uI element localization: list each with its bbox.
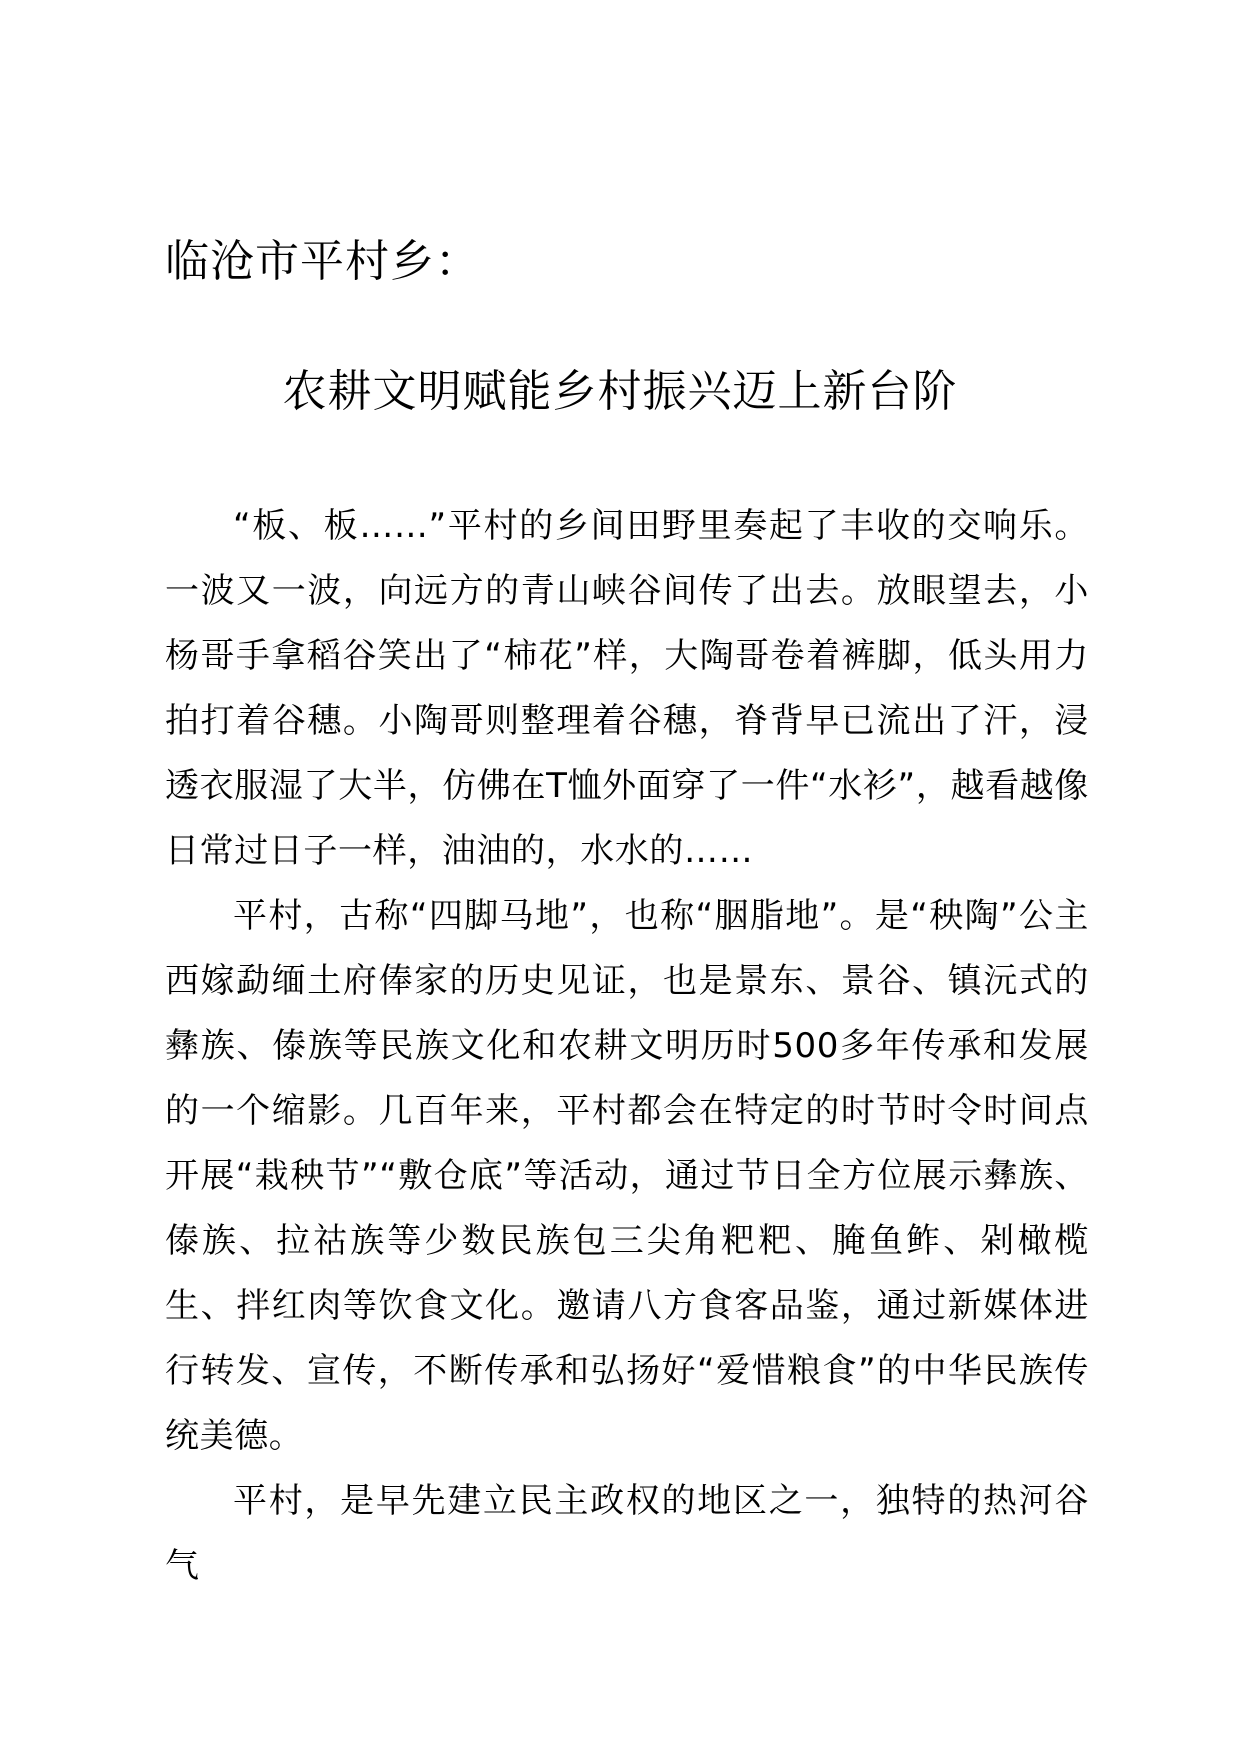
article-paragraph-1: “板、板……”平村的乡间田野里奏起了丰收的交响乐。一波又一波，向远方的青山峡谷间传了出去。放眼望去，小杨哥手拿稻谷笑出了“柿花”样，大陶哥卷着裤脚，低头用力拍打着谷穗。小陶哥则整理着谷穗，脊背早已流出了汗，浸透衣服湿了大半，仿佛在T恤外面穿了一件“水衫”，越看越像日常过日子一样，油油的，水水的…… [165,506,1089,871]
article-paragraph-3: 平村，是早先建立民主政权的地区之一，独特的热河谷气 [165,1481,1089,1586]
article-paragraph-2: 平村，古称“四脚马地”，也称“胭脂地”。是“秧陶”公主西嫁勐缅土府俸家的历史见证，也是景东、景谷、镇沅式的彝族、傣族等民族文化和农耕文明历时500多年传承和发展的一个缩影。几百年来，平村都会在特定的时节时令时间点开展“栽秧节”“敷仓底”等活动，通过节日全方位展示彝族、傣族、拉祜族等少数民族包三尖角粑粑、腌鱼鲊、剁橄榄生、拌红肉等饮食文化。邀请八方食客品鉴，通过新媒体进行转发、宣传，不断传承和弘扬好“爱惜粮食”的中华民族传统美德。 [165,896,1089,1456]
document-title-location: 临沧市平村乡： [165,236,480,287]
article-body [165,494,1089,1599]
document-title-headline: 农耕文明赋能乡村振兴迈上新台阶 [282,366,958,417]
